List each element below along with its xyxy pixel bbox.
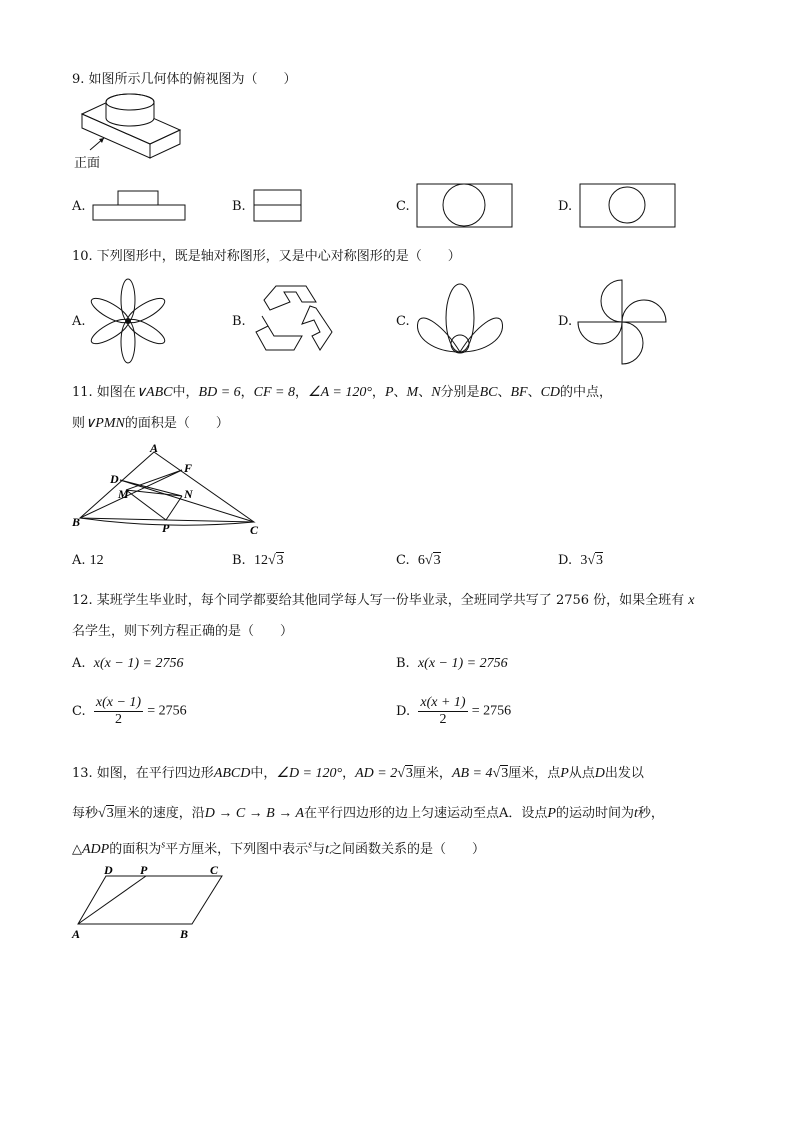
- q10-option-c-label: C.: [396, 314, 410, 329]
- q11-triangle-figure: [70, 440, 270, 536]
- q11-label-p: P: [162, 521, 170, 535]
- q13-stem-line2: 每秒√3厘米的速度，沿D → C → B → A在平行四边形的边上匀速运动至点A．设点P的运动时间为t秒，: [72, 806, 664, 821]
- q9-option-a-figure: [92, 190, 186, 222]
- q10-option-a-label: A.: [72, 314, 86, 329]
- q13-parallelogram-figure: [70, 860, 240, 944]
- q10-option-d-pinwheel: [576, 278, 668, 368]
- q12-option-b: B. x(x − 1) = 2756: [396, 656, 508, 671]
- q11-label-a: A: [150, 441, 159, 455]
- q11-label-b: B: [72, 515, 81, 529]
- q13-stem-line3: △ADP的面积为$^s$平方厘米，下列图中表示$^s$与t之间函数关系的是（ ）: [72, 839, 485, 857]
- q9-option-d-label: D.: [558, 199, 573, 214]
- q12-stem-line1: 12. 某班学生毕业时，每个同学都要给其他同学每人写一份毕业录，全班同学共写了 2756 份，如果全班有 x: [72, 593, 695, 608]
- q11-label-m: M: [118, 487, 129, 501]
- q13-label-b: B: [180, 927, 189, 941]
- q10-stem: 10. 下列图形中，既是轴对称图形，又是中心对称图形的是（ ）: [72, 249, 461, 264]
- q11-option-d: D. 3√3: [558, 553, 604, 568]
- q10-option-b-recycle: [254, 280, 336, 358]
- q10-option-d-label: D.: [558, 314, 573, 329]
- q11-option-b: B. 12√3: [232, 553, 284, 568]
- q10-option-c-petals: [414, 282, 506, 358]
- q13-label-c: C: [210, 863, 219, 877]
- q10-option-b-label: B.: [232, 314, 246, 329]
- q11-label-n: N: [184, 487, 193, 501]
- q11-option-a: A. 12: [72, 553, 104, 568]
- q9-stem: 9. 如图所示几何体的俯视图为（ ）: [72, 72, 297, 87]
- q11-label-f: F: [184, 461, 193, 475]
- q9-option-b-label: B.: [232, 199, 246, 214]
- q13-label-d: D: [104, 863, 113, 877]
- q13-label-a: A: [72, 927, 81, 941]
- q9-option-c-figure: [416, 183, 514, 229]
- q10-option-a-flower: [90, 278, 166, 364]
- q9-option-c-label: C.: [396, 199, 410, 214]
- q12-option-d: D. $\frac{x(x + 1)}{2}$ = 2756: [396, 695, 512, 727]
- q9-option-a-label: A.: [72, 199, 86, 214]
- q11-label-c: C: [250, 523, 259, 537]
- q13-label-p: P: [140, 863, 148, 877]
- q9-option-b-figure: [253, 189, 303, 223]
- q12-option-a: A. x(x − 1) = 2756: [72, 656, 184, 671]
- q9-front-label: 正面: [74, 156, 101, 171]
- q12-option-c: C. $\frac{x(x - 1)}{2}$ = 2756: [72, 695, 187, 727]
- q11-stem-line2: 则∨PMN的面积是（ ）: [72, 416, 229, 431]
- q12-stem-line2: 名学生，则下列方程正确的是（ ）: [72, 624, 294, 639]
- q11-label-d: D: [110, 472, 119, 486]
- q11-stem-line1: 11. 如图在∨ABC中，BD = 6，CF = 8，∠A = 120°，P、M、N分别是BC、BF、CD的中点，: [72, 385, 613, 400]
- q13-stem-line1: 13. 如图，在平行四边形ABCD中，∠D = 120°，AD = 2√3厘米，AB = 4√3厘米，点P从点D出发以: [72, 766, 644, 781]
- q9-option-d-figure: [579, 183, 677, 229]
- q11-option-c: C. 6√3: [396, 553, 441, 568]
